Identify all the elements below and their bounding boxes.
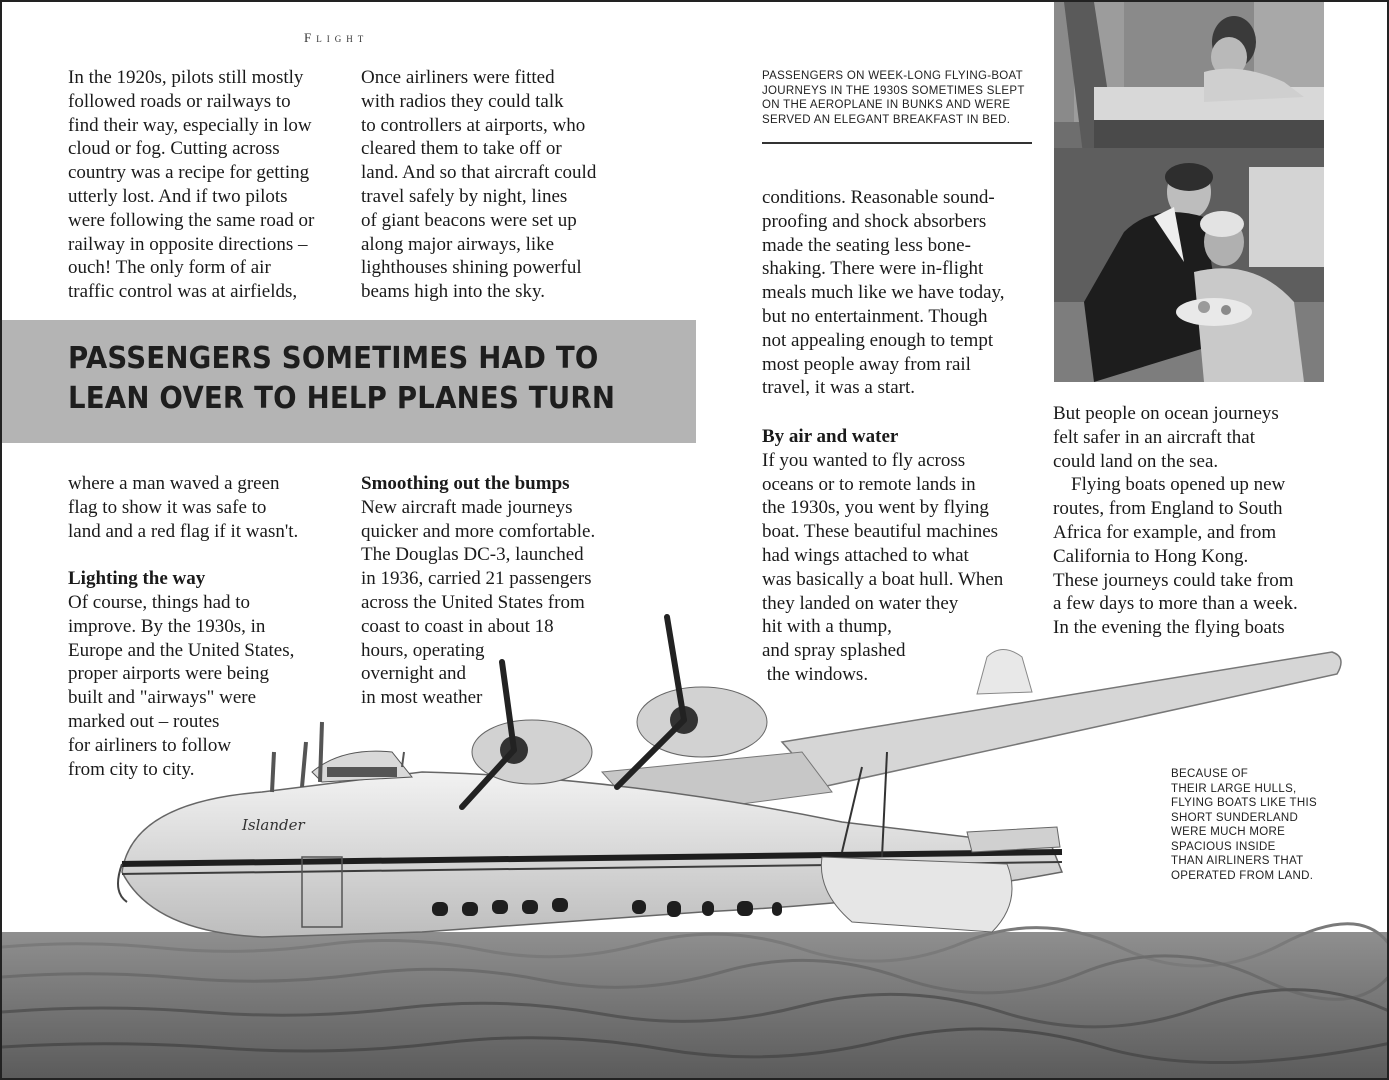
caption-line: SPACIOUS INSIDE — [1171, 840, 1276, 853]
caption-line: SERVED AN ELEGANT BREAKFAST IN BED. — [762, 113, 1011, 126]
text-line: oceans or to remote lands in — [762, 473, 976, 495]
caption-line: THEIR LARGE HULLS, — [1171, 782, 1297, 795]
text-line: across the United States from — [361, 591, 585, 613]
column-2-top — [361, 66, 636, 304]
text-line: Europe and the United States, — [68, 639, 295, 661]
text-line: with radios they could talk — [361, 90, 564, 112]
caption-line: SHORT SUNDERLAND — [1171, 811, 1299, 824]
text-line: from city to city. — [68, 758, 195, 780]
text-line: was basically a boat hull. When — [762, 568, 1004, 590]
caption-line: JOURNEYS IN THE 1930S SOMETIMES SLEPT — [762, 84, 1025, 97]
text-line: marked out – routes — [68, 710, 220, 732]
text-line: But people on ocean journeys — [1053, 403, 1279, 424]
text-line: quicker and more comfortable. — [361, 520, 596, 542]
pullquote-line-2: LEAN OVER TO HELP PLANES TURN — [68, 381, 616, 416]
text-line: travel safely by night, lines — [361, 185, 568, 207]
photo-caption-top — [762, 69, 1047, 127]
column-3-top — [762, 186, 1042, 400]
text-line: cleared them to take off or — [361, 138, 562, 160]
text-line: hours, operating — [361, 639, 485, 661]
text-line: California to Hong Kong. — [1053, 545, 1249, 567]
text-line: in most weather — [361, 687, 483, 709]
text-line: routes, from England to South — [1053, 498, 1283, 520]
text-line: In the 1920s, pilots still mostly — [68, 67, 304, 88]
text-line: hit with a thump, — [762, 616, 892, 638]
text-line: traffic control was at airfields, — [68, 281, 298, 303]
text-line: had wings attached to what — [762, 544, 969, 566]
text-line: made the seating less bone- — [762, 234, 971, 256]
text-line: were following the same road or — [68, 209, 315, 231]
column-3-bottom — [762, 425, 1042, 687]
text-line: land. And so that aircraft could — [361, 162, 597, 184]
text-line: the 1930s, you went by flying — [762, 497, 989, 519]
text-line: along major airways, like — [361, 233, 555, 255]
subheading: Lighting the way — [68, 568, 206, 590]
column-1-top — [68, 66, 343, 304]
text-line: but no entertainment. Though — [762, 305, 988, 327]
text-line: most people away from rail — [762, 353, 971, 375]
text-line: find their way, especially in low — [68, 114, 312, 136]
text-line: beams high into the sky. — [361, 281, 545, 303]
text-line: Of course, things had to — [68, 591, 251, 613]
caption-line: OPERATED FROM LAND. — [1171, 869, 1314, 882]
text-line: could land on the sea. — [1053, 450, 1219, 472]
text-line: cloud or fog. Cutting across — [68, 138, 280, 160]
text-line: proofing and shock absorbers — [762, 210, 987, 232]
text-line: a few days to more than a week. — [1053, 593, 1298, 615]
text-line: conditions. Reasonable sound- — [762, 187, 995, 208]
caption-line: ON THE AEROPLANE IN BUNKS AND WERE — [762, 99, 1011, 111]
text-line: New aircraft made journeys — [361, 496, 573, 518]
text-line: not appealing enough to tempt — [762, 329, 994, 351]
text-line: in 1936, carried 21 passengers — [361, 568, 592, 590]
text-line: overnight and — [361, 663, 467, 685]
photo-caption-bottom — [1171, 767, 1341, 883]
subheading: Smoothing out the bumps — [361, 473, 570, 494]
text-line: to controllers at airports, who — [361, 114, 586, 136]
column-2-bottom — [361, 472, 641, 710]
text-line: railway in opposite directions – — [68, 233, 308, 255]
column-1-bottom — [68, 472, 343, 781]
text-line: The Douglas DC-3, launched — [361, 544, 584, 566]
text-line: ouch! The only form of air — [68, 257, 271, 279]
text-line: and spray splashed — [762, 640, 906, 662]
text-line: built and "airways" were — [68, 687, 257, 709]
text-line: travel, it was a start. — [762, 377, 916, 399]
pullquote-line-1: PASSENGERS SOMETIMES HAD TO — [68, 341, 599, 376]
text-line: for airliners to follow — [68, 734, 232, 756]
text-line: shaking. There were in-flight — [762, 258, 984, 280]
cabin-photo — [1054, 2, 1324, 382]
text-line: felt safer in an aircraft that — [1053, 426, 1256, 448]
text-line: improve. By the 1930s, in — [68, 615, 266, 637]
text-line: flag to show it was safe to — [68, 496, 267, 518]
caption-line: THAN AIRLINERS THAT — [1171, 855, 1304, 867]
caption-rule — [762, 142, 1032, 144]
text-line: country was a recipe for getting — [68, 162, 310, 184]
text-line: utterly lost. And if two pilots — [68, 185, 288, 207]
text-line: coast to coast in about 18 — [361, 615, 554, 637]
text-line: proper airports were being — [68, 663, 270, 685]
text-line: they landed on water they — [762, 592, 959, 614]
text-line: of giant beacons were set up — [361, 209, 577, 231]
caption-line: BECAUSE OF — [1171, 768, 1249, 780]
text-line: land and a red flag if it wasn't. — [68, 520, 299, 542]
hull-name-label: Islander — [242, 816, 305, 834]
caption-line: FLYING BOATS LIKE THIS — [1171, 797, 1317, 809]
text-line: followed roads or railways to — [68, 90, 291, 112]
text-line: lighthouses shining powerful — [361, 257, 582, 279]
column-4 — [1053, 402, 1353, 640]
pullquote-text — [68, 339, 638, 419]
text-line: boat. These beautiful machines — [762, 521, 999, 543]
running-head: Flight — [304, 30, 369, 45]
text-line: If you wanted to fly across — [762, 449, 966, 471]
text-line: In the evening the flying boats — [1053, 617, 1285, 639]
subheading: By air and water — [762, 426, 899, 447]
text-line: These journeys could take from — [1053, 569, 1294, 591]
text-line: Africa for example, and from — [1053, 521, 1277, 543]
caption-line: PASSENGERS ON WEEK-LONG FLYING-BOAT — [762, 70, 1023, 82]
text-line: Once airliners were fitted — [361, 67, 555, 88]
text-line: meals much like we have today, — [762, 282, 1005, 304]
caption-line: WERE MUCH MORE — [1171, 826, 1286, 838]
text-line: where a man waved a green — [68, 473, 280, 494]
text-line: the windows. — [762, 663, 869, 685]
text-line: Flying boats opened up new — [1071, 474, 1286, 496]
